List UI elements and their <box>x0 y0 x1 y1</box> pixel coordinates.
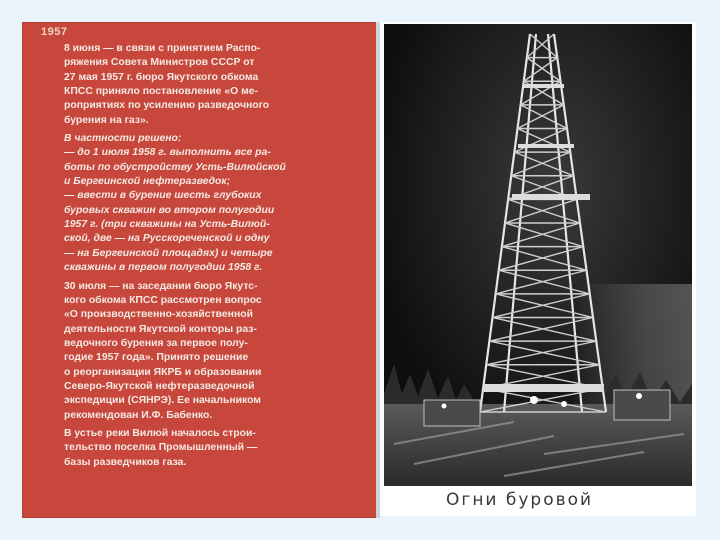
text-line: 30 июля — на заседании бюро Якутс- <box>64 280 258 292</box>
text-line: роприятиях по усилению разведочного <box>64 100 270 112</box>
year-label: 1957 <box>41 26 68 38</box>
text-line: скважины в первом полугодии 1958 г. <box>64 262 263 274</box>
text-line: — до 1 июля 1958 г. выполнить все ра- <box>64 147 271 159</box>
text-line: «О производственно-хозяйственной <box>64 309 253 321</box>
text-line: ведочного бурения за первое полу- <box>64 337 248 349</box>
text-line: Северо-Якутской нефтеразведочной <box>64 380 255 392</box>
text-line: 1957 г. (три скважины на Усть-Вилюй- <box>64 219 270 231</box>
drilling-rig-illustration <box>384 24 692 486</box>
text-line: экспедиции (СЯНРЭ). Ее начальником <box>64 395 261 407</box>
text-line: тельство поселка Промышленный — <box>64 442 258 454</box>
text-line: кого обкома КПСС рассмотрен вопрос <box>64 294 262 306</box>
photo-caption: Огни буровой <box>446 490 594 510</box>
text-line: бурения на газ». <box>64 114 149 126</box>
text-line: рекомендован И.Ф. Бабенко. <box>64 409 213 421</box>
text-line: ряжения Совета Министров СССР от <box>64 57 255 69</box>
text-panel <box>22 22 379 518</box>
text-line: базы разведчиков газа. <box>64 456 187 468</box>
text-line: В устье реки Вилюй началось строи- <box>64 427 256 439</box>
photo-panel <box>380 22 696 516</box>
text-line: ской, две — на Русскореченской и одну <box>64 233 270 245</box>
text-line: 27 мая 1957 г. бюро Якутского обкома <box>64 71 259 83</box>
text-line: и Бергеинской нефтеразведок; <box>64 176 231 188</box>
text-line: боты по обустройству Усть-Вилюйской <box>64 161 286 173</box>
text-line: 8 июня — в связи с принятием Распо- <box>64 43 261 54</box>
text-line: — ввести в бурение шесть глубоких <box>64 190 262 202</box>
text-line: КПСС приняло постановление «О ме- <box>64 86 259 98</box>
text-line: В частности решено: <box>64 133 182 145</box>
text-line: буровых скважин во втором полугодии <box>64 204 275 216</box>
text-line: о реорганизации ЯКРБ и образовании <box>64 366 262 378</box>
text-line: — на Бергеинской площадях) и четыре <box>64 247 273 259</box>
text-line: деятельности Якутской конторы раз- <box>64 323 257 335</box>
text-column <box>64 42 359 470</box>
text-line: годие 1957 года». Принято решение <box>64 352 249 364</box>
drilling-rig-photo <box>384 24 692 486</box>
